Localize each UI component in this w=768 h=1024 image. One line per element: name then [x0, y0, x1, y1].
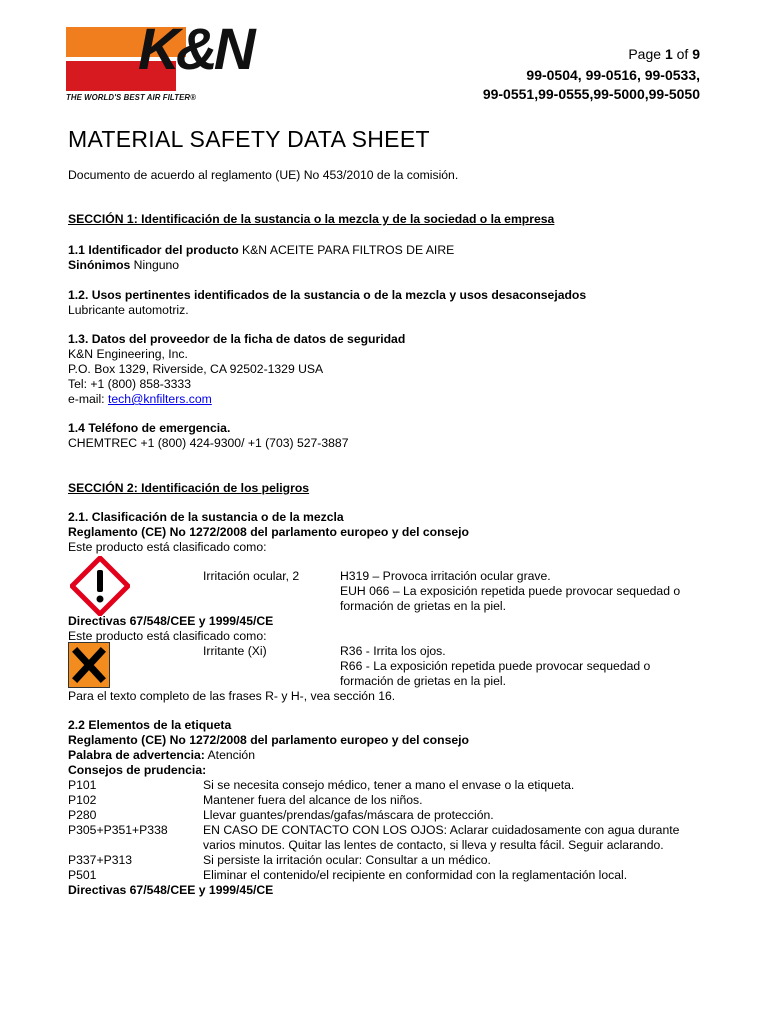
section2-heading: SECCIÓN 2: Identificación de los peligros	[68, 481, 310, 495]
statement-text: Llevar guantes/prendas/gafas/máscara de protección.	[203, 808, 494, 822]
statement-text-cont: varios minutos. Quitar las lentes de contacto, si lleva y resulta fácil. Seguir aclarando.	[203, 838, 664, 852]
part-numbers-line2: 99-0551,99-0555,99-5000,99-5050	[482, 86, 700, 102]
part-numbers-line1: 99-0504, 99-0516, 99-0533,	[526, 67, 700, 83]
label-elements-heading: 2.2 Elementos de la etiqueta	[68, 718, 232, 732]
classified-as: Este producto está clasificado como:	[68, 540, 267, 554]
clp-class: Irritación ocular, 2	[203, 569, 300, 583]
part-numbers	[483, 66, 700, 104]
dsd-r66-a: R66 - La exposición repetida puede provocar sequedad o	[340, 659, 651, 673]
statement-code: P101	[68, 778, 97, 792]
supplier-company: K&N Engineering, Inc.	[68, 347, 188, 361]
dsd-r36: R36 - Irrita los ojos.	[340, 644, 446, 658]
prudence-heading: Consejos de prudencia:	[68, 763, 207, 777]
logo-letters: K&N	[138, 17, 252, 82]
emergency-heading: 1.4 Teléfono de emergencia.	[68, 421, 231, 435]
directives-heading: Directivas 67/548/CEE y 1999/45/CE	[68, 614, 274, 628]
statement-code: P280	[68, 808, 97, 822]
document-title: MATERIAL SAFETY DATA SHEET	[68, 126, 430, 152]
section1-heading: SECCIÓN 1: Identificación de la sustancia o la mezcla y de la sociedad o la empresa	[68, 212, 555, 226]
full-text-note: Para el texto completo de las frases R- y H-, vea sección 16.	[68, 689, 396, 703]
emergency-phone: CHEMTREC +1 (800) 424-9300/ +1 (703) 527-3887	[68, 436, 349, 450]
synonyms: Sinónimos Ninguno	[68, 258, 180, 272]
irritant-cross-icon	[68, 642, 110, 688]
clp-regulation-2: Reglamento (CE) No 1272/2008 del parlamento europeo y del consejo	[68, 733, 469, 747]
statement-code: P102	[68, 793, 97, 807]
page-number: Page 1 of 9	[628, 46, 700, 62]
supplier-heading: 1.3. Datos del proveedor de la ficha de datos de seguridad	[68, 332, 406, 346]
exclamation-mark-diamond-icon	[70, 556, 130, 616]
clp-euh066-a: EUH 066 – La exposición repetida puede provocar sequedad o	[340, 584, 681, 598]
statement-text: Eliminar el contenido/el recipiente en conformidad con la reglamentación local.	[203, 868, 628, 882]
supplier-phone: Tel: +1 (800) 858-3333	[68, 377, 191, 391]
dsd-r66-b: formación de grietas en la piel.	[340, 674, 506, 688]
statement-text: Si se necesita consejo médico, tener a mano el envase o la etiqueta.	[203, 778, 575, 792]
supplier-address: P.O. Box 1329, Riverside, CA 92502-1329 USA	[68, 362, 324, 376]
clp-regulation: Reglamento (CE) No 1272/2008 del parlamento europeo y del consejo	[68, 525, 469, 539]
signal-word: Palabra de advertencia: Atención	[68, 748, 255, 762]
uses-value: Lubricante automotriz.	[68, 303, 189, 317]
uses-heading: 1.2. Usos pertinentes identificados de la sustancia o de la mezcla y usos desaconsejados	[68, 288, 587, 302]
product-identifier: 1.1 Identificador del producto K&N ACEITE PARA FILTROS DE AIRE	[68, 243, 455, 257]
statement-code: P337+P313	[68, 853, 133, 867]
dsd-class: Irritante (Xi)	[203, 644, 267, 658]
clp-euh066-b: formación de grietas en la piel.	[340, 599, 506, 613]
logo-tagline: THE WORLD'S BEST AIR FILTER®	[66, 93, 196, 102]
statement-text: EN CASO DE CONTACTO CON LOS OJOS: Aclarar cuidadosamente con agua durante	[203, 823, 680, 837]
clp-h319: H319 – Provoca irritación ocular grave.	[340, 569, 551, 583]
statement-code: P305+P351+P338	[68, 823, 168, 837]
supplier-email-row: e-mail: tech@knfilters.com	[68, 392, 212, 406]
directives-heading-2: Directivas 67/548/CEE y 1999/45/CE	[68, 883, 274, 897]
classified-as-2: Este producto está clasificado como:	[68, 629, 267, 643]
intro-text: Documento de acuerdo al reglamento (UE) No 453/2010 de la comisión.	[68, 168, 459, 182]
classification-heading: 2.1. Clasificación de la sustancia o de la mezcla	[68, 510, 344, 524]
statement-text: Si persiste la irritación ocular: Consultar a un médico.	[203, 853, 491, 867]
email-link[interactable]: tech@knfilters.com	[107, 392, 212, 406]
statement-code: P501	[68, 868, 97, 882]
statement-text: Mantener fuera del alcance de los niños.	[203, 793, 423, 807]
knn-logo	[66, 17, 260, 103]
